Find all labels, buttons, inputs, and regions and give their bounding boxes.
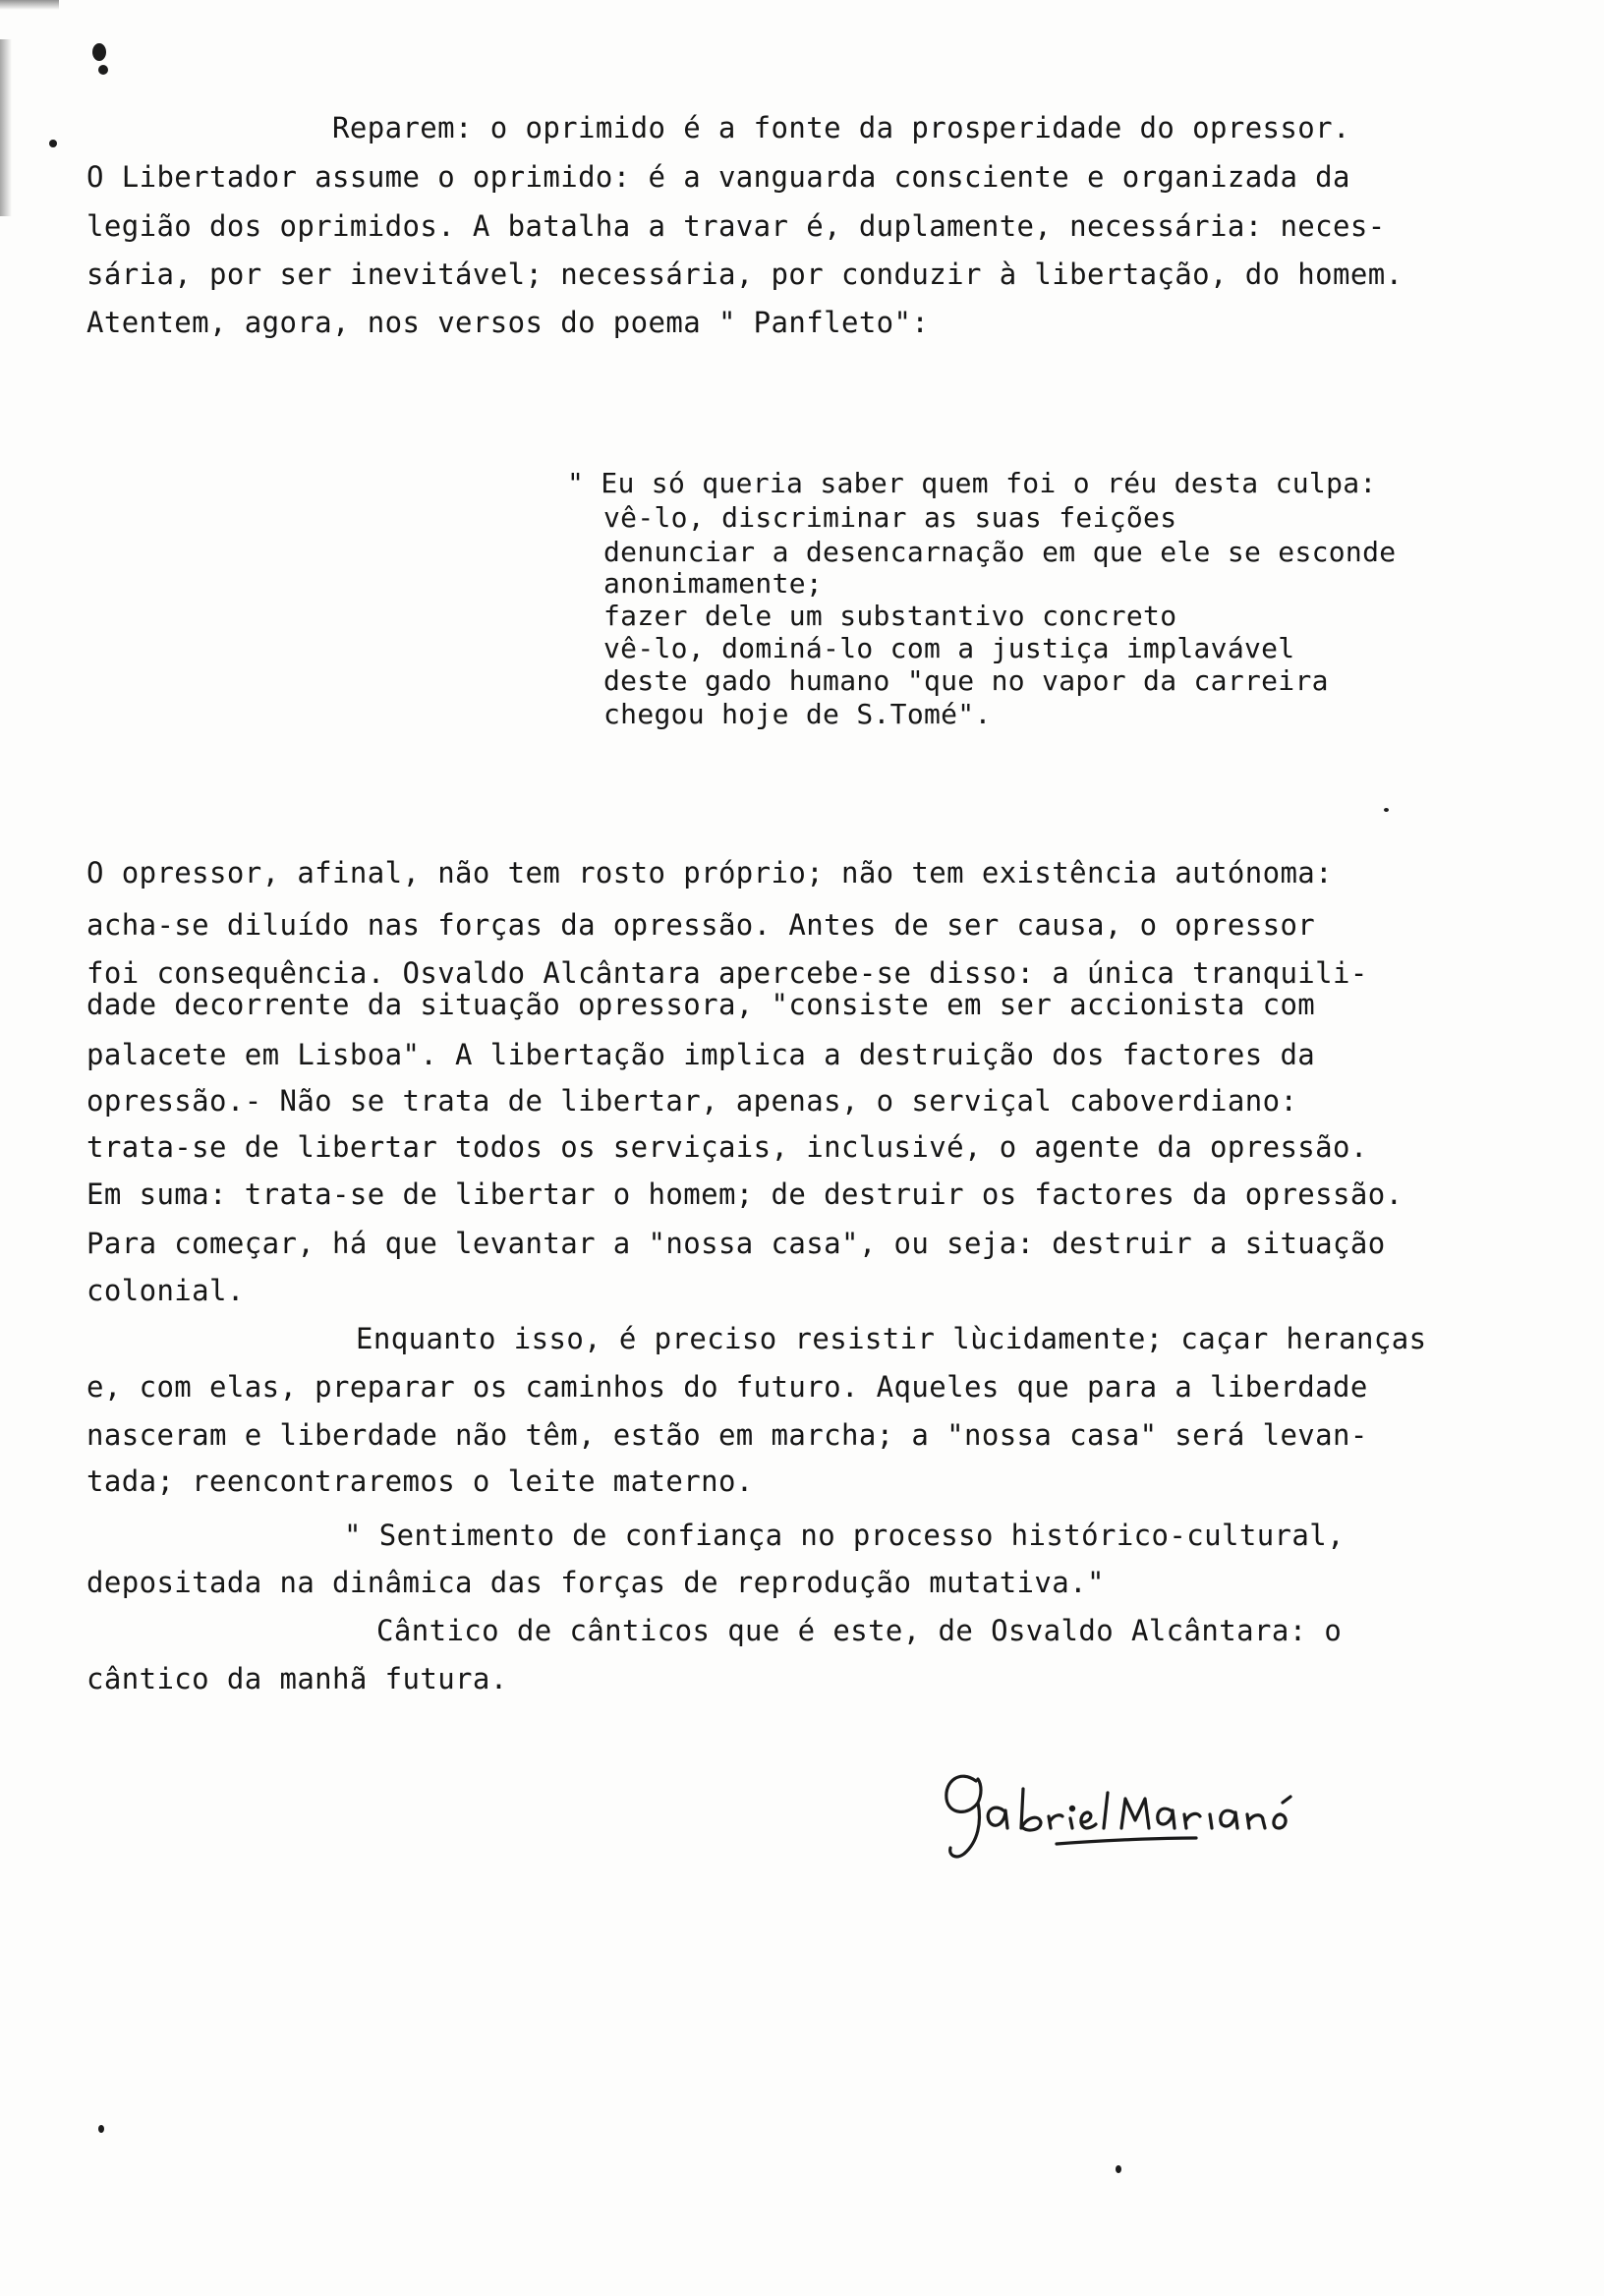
text-line: tada; reencontraremos o leite materno. <box>86 1464 754 1498</box>
scan-edge-shadow <box>0 0 59 10</box>
ink-speck <box>92 43 106 61</box>
text-line: Cântico de cânticos que é este, de Osvaldo Alcântara: o <box>376 1614 1343 1647</box>
ink-speck <box>1384 808 1389 812</box>
text-line: trata-se de libertar todos os serviçais, inclusivé, o agente da opressão. <box>86 1130 1368 1164</box>
poem-line: " Eu só queria saber quem foi o réu desta culpa: <box>567 467 1377 499</box>
text-line: Para começar, há que levantar a "nossa casa", ou seja: destruir a situação <box>86 1227 1386 1260</box>
text-line: Reparem: o oprimido é a fonte da prosperidade do opressor. <box>332 111 1350 144</box>
handwritten-signature <box>939 1759 1371 1867</box>
poem-line: vê-lo, dominá-lo com a justiça implavável <box>603 632 1295 664</box>
text-line: opressão.- Não se trata de libertar, apenas, o serviçal caboverdiano: <box>86 1084 1298 1118</box>
text-line: Atentem, agora, nos versos do poema " Panfleto": <box>86 306 930 339</box>
text-line: Enquanto isso, é preciso resistir lùcidamente; caçar heranças <box>356 1322 1427 1355</box>
poem-line: denunciar a desencarnação em que ele se esconde <box>603 536 1397 568</box>
text-line: e, com elas, preparar os caminhos do futuro. Aqueles que para a liberdade <box>86 1370 1368 1404</box>
text-line: O opressor, afinal, não tem rosto próprio; não tem existência autónoma: <box>86 856 1334 890</box>
text-line: O Libertador assume o oprimido: é a vanguarda consciente e organizada da <box>86 160 1350 194</box>
poem-line: chegou hoje de S.Tomé". <box>603 698 992 730</box>
scan-edge-shadow-left <box>0 39 12 216</box>
ink-speck <box>49 140 57 147</box>
ink-speck <box>1116 2165 1121 2173</box>
poem-line: vê-lo, discriminar as suas feições <box>603 501 1177 534</box>
text-line: foi consequência. Osvaldo Alcântara apercebe-se disso: a única tranquili- <box>86 956 1368 990</box>
text-line: legião dos oprimidos. A batalha a travar é, duplamente, necessária: neces- <box>86 209 1386 243</box>
ink-speck <box>98 2125 104 2133</box>
text-line: palacete em Lisboa". A libertação implica a destruição dos factores da <box>86 1038 1316 1071</box>
text-line: dade decorrente da situação opressora, "consiste em ser accionista com <box>86 988 1316 1021</box>
text-line: sária, por ser inevitável; necessária, por conduzir à libertação, do homem. <box>86 258 1404 291</box>
poem-line: deste gado humano "que no vapor da carreira <box>603 664 1329 697</box>
text-line: nasceram e liberdade não têm, estão em marcha; a "nossa casa" será levan- <box>86 1418 1368 1452</box>
text-line: cântico da manhã futura. <box>86 1662 508 1695</box>
poem-line: fazer dele um substantivo concreto <box>603 600 1177 632</box>
text-line: acha-se diluído nas forças da opressão. Antes de ser causa, o opressor <box>86 908 1316 942</box>
text-line: colonial. <box>86 1274 245 1307</box>
ink-speck <box>98 65 108 75</box>
text-line: " Sentimento de confiança no processo histórico-cultural, <box>344 1519 1345 1552</box>
text-line: depositada na dinâmica das forças de reprodução mutativa." <box>86 1566 1105 1599</box>
poem-line: anonimamente; <box>603 567 824 600</box>
text-line: Em suma: trata-se de libertar o homem; de destruir os factores da opressão. <box>86 1177 1404 1211</box>
